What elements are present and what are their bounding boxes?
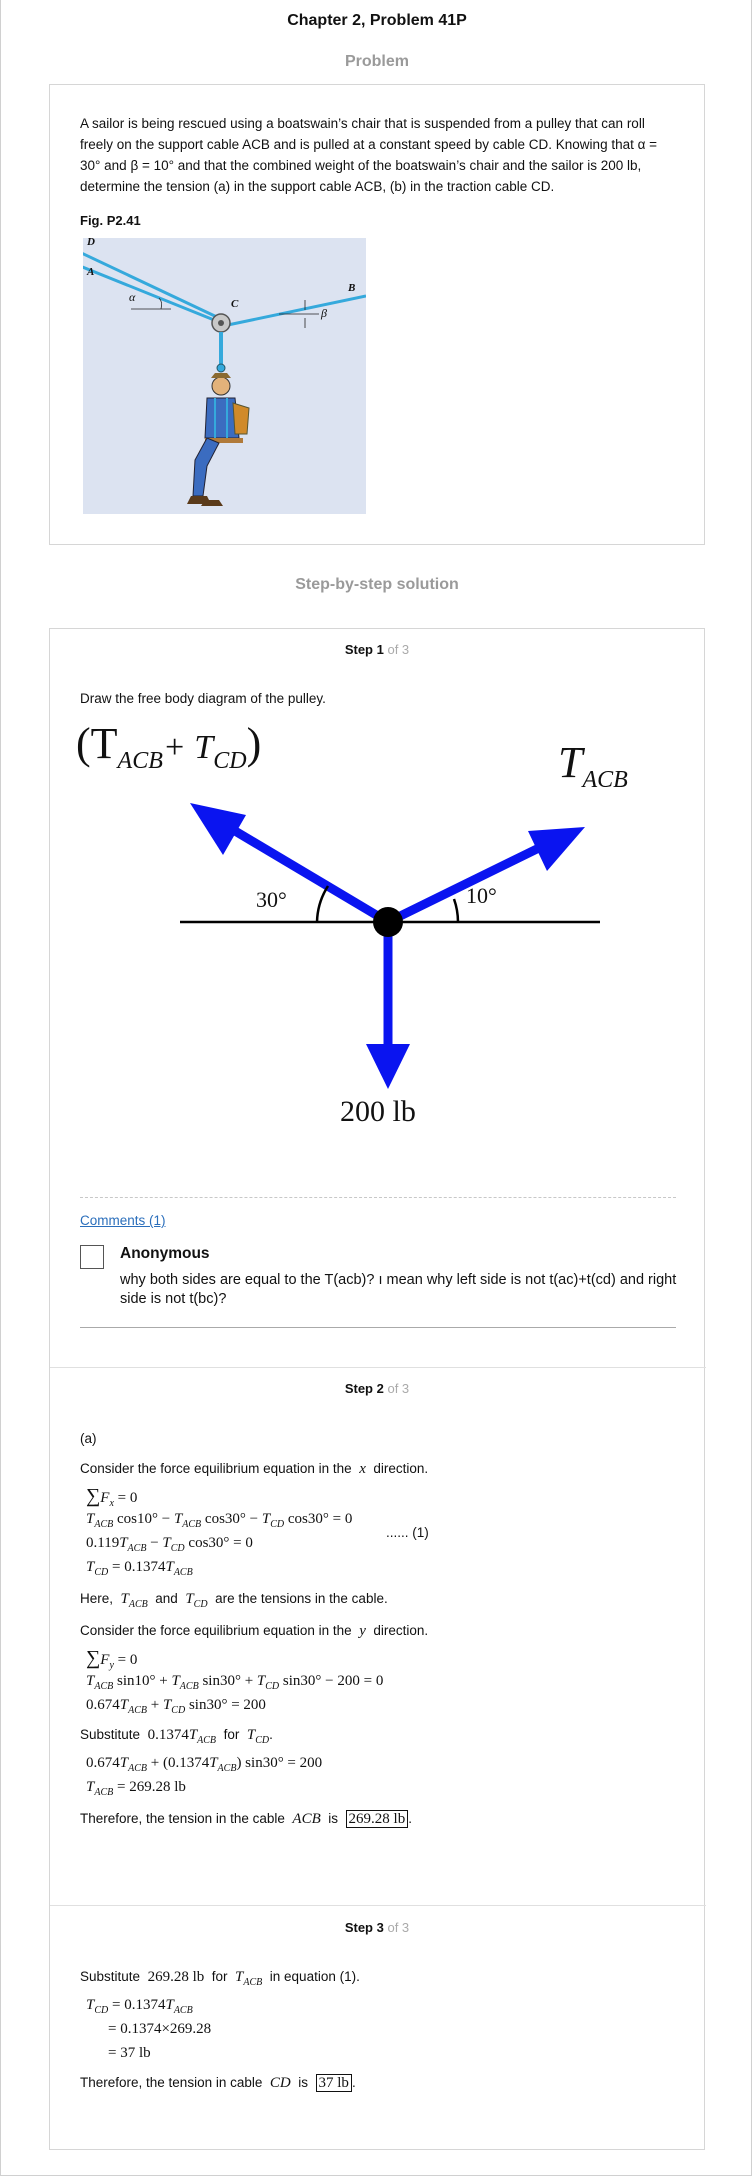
step2-label: Step 2 <box>344 1381 384 1396</box>
step-separator <box>50 1367 706 1368</box>
eq-sub-line1: $0.674T_{ACB} + (0.1374T_{ACB}) \sin 30^\circ = 200$ <box>86 1755 323 1774</box>
eq-y-line1: $T_{ACB}$ $\sin 10^\circ + T_{ACB}$ $\sin 30^\circ + T_{CD}$ sin30° − 200 = 0 <box>86 1673 384 1692</box>
right-angle-label: 10° <box>466 883 497 908</box>
label-b: B <box>348 282 356 294</box>
step2-title <box>50 1381 704 1396</box>
solution-card <box>49 628 705 2150</box>
eq-sum-fy: $\sum F_y = 0$ <box>86 1647 138 1671</box>
comments-link[interactable]: Comments (1) <box>80 1213 166 1228</box>
eq-step3-line2: = 0.1374×269.28 <box>108 2021 212 2037</box>
label-alpha: α <box>129 290 136 304</box>
step2-of: of 3 <box>387 1381 410 1396</box>
comments-divider <box>80 1197 676 1198</box>
eq-step3-line3: = 37 lb <box>108 2045 151 2061</box>
step1-instruction: Draw the free body diagram of the pulley. <box>80 691 326 706</box>
step2-y-intro: Consider the force equilibrium equation in the y direction. <box>80 1623 429 1639</box>
label-d: D <box>87 236 95 248</box>
solution-heading: Step-by-step solution <box>295 576 459 593</box>
comment-text: why both sides are equal to the T(acb)? ı mean why left side is not t(ac)+t(cd) and right side is not t(bc)? <box>120 1272 677 1307</box>
step3-therefore: Therefore, the tension in cable CD is 37 lb . <box>80 2075 356 2091</box>
problem-heading: Problem <box>344 53 409 70</box>
comment-end-divider <box>80 1327 676 1328</box>
problem-card <box>49 84 705 545</box>
figure-label: Fig. P2.41 <box>80 213 141 228</box>
problem-statement: A sailor is being rescued using a boatswain’s chair that is suspended from a pulley that can roll freely on the support cable ACB and is pulled at a constant speed by cable CD. Knowing that α = 30° and β = 10° and that the combined weight of the boatswain’s chair and the sailor is 200 lb, determine the tension (a) in the support cable ACB, (b) in the traction cable CD. <box>80 116 658 194</box>
left-angle-arc <box>317 886 328 922</box>
eq-y-line2: $0.674T_{ACB} + T_{CD}$ sin30° = 200 <box>86 1697 266 1716</box>
step1-label: Step 1 <box>344 642 384 657</box>
label-beta: β <box>321 306 327 320</box>
pulley-node <box>373 907 403 937</box>
weight-label: 200 lb <box>340 1095 416 1128</box>
comment-author: Anonymous <box>120 1245 210 1262</box>
label-a: A <box>87 266 95 278</box>
eq-sub-line2: $T_{ACB} = 269.28$ lb <box>86 1779 186 1798</box>
eq-x-line3: $T_{CD} = 0.1374T_{ACB}$ <box>86 1559 193 1578</box>
left-force-shaft <box>225 825 388 922</box>
eq-marker: ...... (1) <box>386 1525 429 1540</box>
step2-x-intro: Consider the force equilibrium equation in the x direction. <box>80 1461 429 1477</box>
page-title: Chapter 2, Problem 41P <box>287 12 467 29</box>
left-force-arrowhead <box>190 803 246 855</box>
right-force-label: $T_{ACB}$ <box>558 738 628 793</box>
comment-checkbox[interactable] <box>80 1245 104 1269</box>
step3-title <box>50 1920 704 1935</box>
right-angle-arc <box>454 899 458 922</box>
eq-x-line1: $T_{ACB}$ $\cos 10^\circ - T_{ACB}$ $\cos 30^\circ - T_{CD}$ cos30° = 0 <box>86 1511 353 1530</box>
step1-of: of 3 <box>387 642 410 657</box>
left-force-label: $(T_{ACB}+ T_{CD})$ <box>76 719 262 774</box>
left-angle-label: 30° <box>256 887 287 912</box>
eq-x-line2: $0.119T_{ACB} - T_{CD}$ cos30° = 0 <box>86 1535 253 1554</box>
step2-here-line: Here, $T_{ACB}$ and $T_{CD}$ are the tensions in the cable. <box>80 1591 388 1610</box>
eq-step3-line1: $T_{CD} = 0.1374T_{ACB}$ <box>86 1997 193 2016</box>
step3-of: of 3 <box>387 1920 410 1935</box>
step3-label: Step 3 <box>344 1920 384 1935</box>
problem-figure <box>83 238 366 514</box>
free-body-diagram <box>70 719 690 1128</box>
step2-therefore: Therefore, the tension in the cable ACB is 269.28 lb . <box>80 1811 412 1827</box>
step2-substitute: Substitute $0.1374T_{ACB}$ for $T_{CD}$. <box>80 1727 273 1746</box>
weight-arrowhead <box>366 1044 410 1089</box>
step2-part: (a) <box>80 1431 97 1446</box>
answer-acb: 269.28 lb <box>346 1810 409 1828</box>
step1-title <box>50 642 704 657</box>
answer-cd: 37 lb <box>316 2074 352 2092</box>
label-c: C <box>231 298 239 310</box>
eq-sum-fx: $\sum F_x = 0$ <box>86 1485 138 1509</box>
boatswain-chair-figure <box>83 238 366 514</box>
step3-substitute: Substitute 269.28 lb for $T_{ACB}$ in equation (1). <box>80 1969 360 1988</box>
step-separator-2 <box>50 1905 706 1906</box>
